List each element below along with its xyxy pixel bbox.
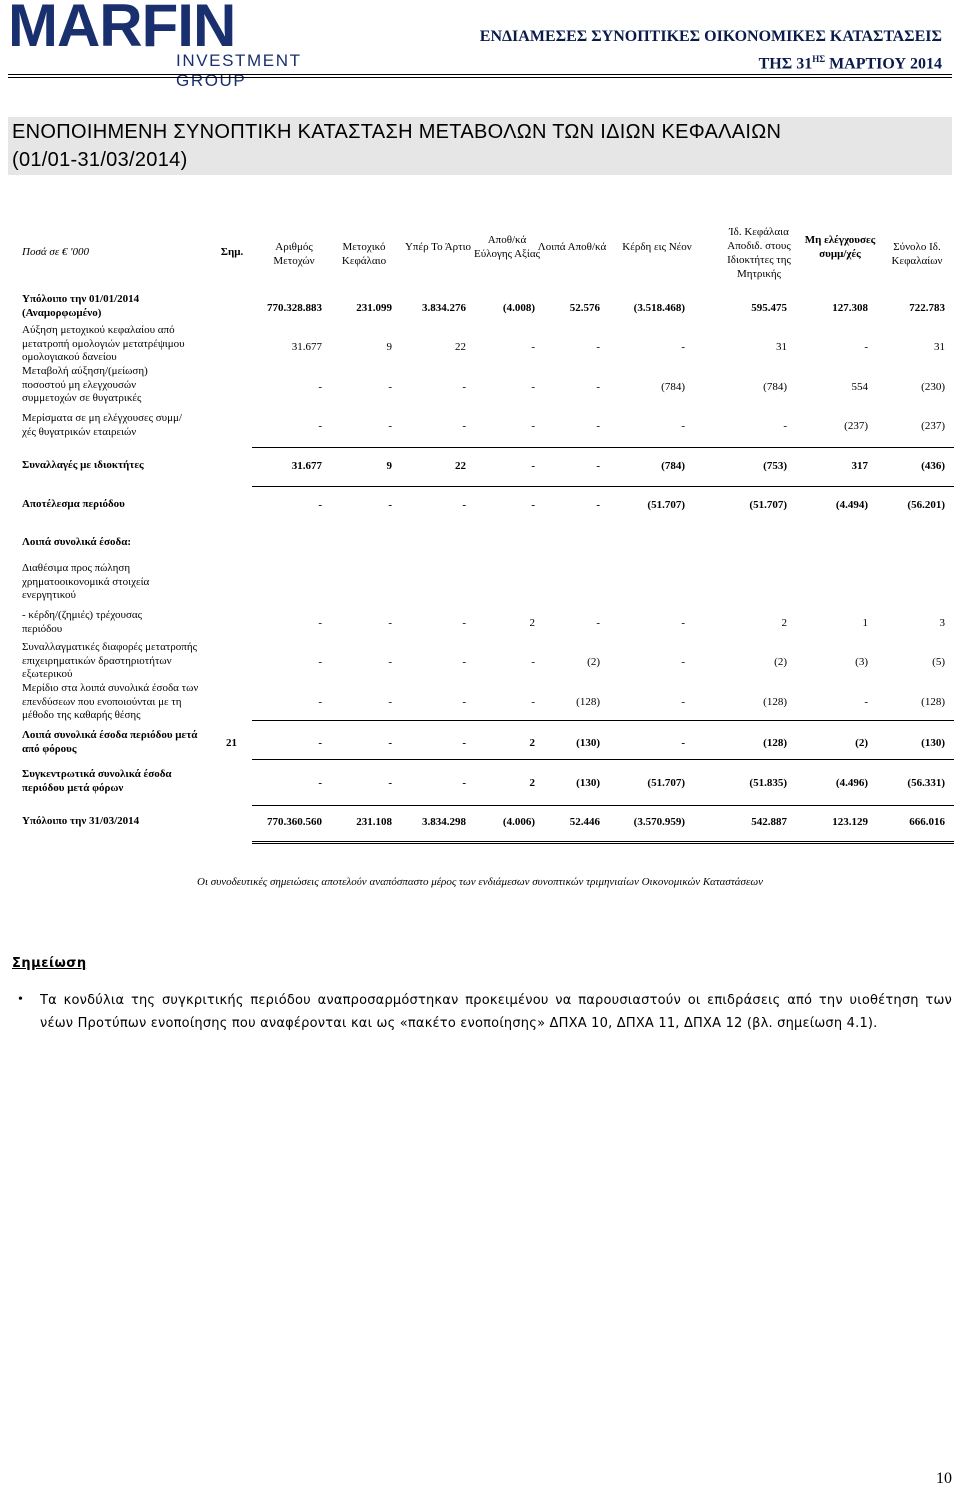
amounts-label: Ποσά σε € '000 — [22, 246, 90, 258]
header-divider — [8, 74, 952, 75]
table-cell: 127.308 — [832, 302, 868, 314]
table-cell: - — [681, 617, 685, 629]
table-cell: 31 — [776, 341, 787, 353]
table-cell: (128) — [576, 696, 600, 708]
table-cell: (784) — [661, 460, 685, 472]
table-cell: 595.475 — [751, 302, 787, 314]
table-cell: 31.677 — [291, 460, 322, 472]
table-cell: (4.496) — [835, 777, 868, 789]
row-divider — [252, 720, 954, 721]
table-cell: (130) — [576, 737, 600, 749]
row-label: Συναλλαγές με ιδιοκτήτες — [22, 459, 144, 471]
table-cell: - — [388, 499, 392, 511]
table-cell: - — [531, 499, 535, 511]
report-header — [480, 26, 942, 75]
table-cell: - — [596, 499, 600, 511]
row-label: Διαθέσιμα προς πώληση χρηματοοικονομικά στοιχεία ενεργητικού — [22, 562, 150, 601]
table-cell: 9 — [386, 460, 392, 472]
report-header-line2: ΤΗΣ $31^{H\Sigma}$ ΜΑΡΤΙΟΥ 2014 — [758, 54, 942, 73]
column-header: Μη ελέγχουσες συμμ/χές — [804, 234, 876, 260]
table-cell: - — [318, 696, 322, 708]
table-cell: - — [681, 737, 685, 749]
table-cell: (3.570.959) — [633, 816, 685, 828]
remark-text: Τα κονδύλια της συγκριτικής περιόδου αναπροσαρμόστηκαν προκειμένου να παρουσιαστούν οι επιδράσεις από την υιοθέτηση των νέων Προτύπων ενοποίησης που αναφέρονται και ως «πακέτο ενοποίησης» ΔΠΧΑ 10, ΔΠΧΑ 11, ΔΠΧΑ 12 (βλ. σημείωση 4.1). — [40, 993, 952, 1031]
table-cell: 22 — [455, 460, 466, 472]
column-header: Κέρδη εις Νέον — [622, 241, 692, 253]
table-cell: 31 — [934, 341, 945, 353]
row-note: 21 — [226, 737, 237, 749]
table-cell: - — [462, 617, 466, 629]
row-label: Συγκεντρωτικά συνολικά έσοδα περιόδου μετά φόρων — [22, 768, 172, 794]
table-cell: (128) — [763, 737, 787, 749]
table-cell: (237) — [921, 420, 945, 432]
table-cell: - — [318, 737, 322, 749]
table-cell: - — [388, 420, 392, 432]
column-header: Ίδ. Κεφάλαια Αποδιδ. στους Ιδιοκτήτες της Μητρικής — [727, 226, 791, 280]
table-cell: (3.518.468) — [633, 302, 685, 314]
table-cell: 52.576 — [569, 302, 600, 314]
statement-title-line2: (01/01-31/03/2014) — [12, 149, 188, 171]
table-bottom-double-rule — [252, 841, 954, 844]
column-header: Υπέρ Το Άρτιο — [404, 241, 472, 253]
table-cell: (784) — [763, 381, 787, 393]
table-cell: - — [596, 420, 600, 432]
table-cell: - — [318, 617, 322, 629]
table-cell: - — [531, 341, 535, 353]
table-cell: 2 — [529, 617, 535, 629]
report-header-line1: ΕΝΔΙΑΜΕΣΕΣ ΣΥΝΟΠΤΙΚΕΣ ΟΙΚΟΝΟΜΙΚΕΣ ΚΑΤΑΣΤΑΣΕΙΣ — [479, 28, 942, 45]
statement-title-line1: ΕΝΟΠΟΙΗΜΕΝΗ ΣΥΝΟΠΤΙΚΗ ΚΑΤΑΣΤΑΣΗ ΜΕΤΑΒΟΛΩΝ ΤΩΝ ΙΔΙΩΝ ΚΕΦΑΛΑΙΩΝ — [12, 121, 782, 143]
table-cell: 31.677 — [291, 341, 322, 353]
table-cell: (3) — [855, 656, 868, 668]
table-cell: - — [388, 617, 392, 629]
table-cell: - — [388, 777, 392, 789]
table-cell: 3.834.298 — [422, 816, 466, 828]
table-cell: (56.331) — [907, 777, 945, 789]
table-cell: (130) — [576, 777, 600, 789]
table-cell: - — [596, 460, 600, 472]
table-cell: - — [864, 696, 868, 708]
table-cell: (5) — [932, 656, 945, 668]
row-label: Λοιπά συνολικά έσοδα: — [22, 536, 132, 548]
column-header: Σύνολο Ιδ. Κεφαλαίων — [891, 241, 943, 267]
table-cell: 231.108 — [356, 816, 392, 828]
table-cell: 123.129 — [832, 816, 868, 828]
table-cell: (436) — [921, 460, 945, 472]
table-cell: - — [388, 737, 392, 749]
statement-title — [8, 117, 952, 175]
row-divider — [252, 759, 954, 760]
header-divider-2 — [8, 77, 952, 78]
table-cell: - — [388, 656, 392, 668]
row-label: Υπόλοιπο την 31/03/2014 — [22, 815, 140, 827]
logo-subtitle: INVESTMENT GROUP — [176, 51, 302, 90]
table-cell: - — [531, 381, 535, 393]
table-cell: - — [388, 696, 392, 708]
column-header: Λοιπά Αποθ/κά — [537, 241, 607, 253]
row-divider — [252, 805, 954, 806]
table-cell: (4.494) — [835, 499, 868, 511]
table-cell: - — [864, 341, 868, 353]
table-cell: (2) — [855, 737, 868, 749]
footnote: Οι συνοδευτικές σημειώσεις αποτελούν αναπόσπαστο μέρος των ενδιάμεσων συνοπτικών τριμηνιαίων Οικονομικών Καταστάσεων — [197, 876, 763, 888]
table-cell: (51.707) — [647, 499, 685, 511]
company-logo — [8, 0, 368, 90]
table-cell: 2 — [781, 617, 787, 629]
table-cell: 770.328.883 — [267, 302, 322, 314]
table-cell: 22 — [455, 341, 466, 353]
table-cell: - — [681, 420, 685, 432]
table-cell: - — [531, 696, 535, 708]
table-cell: 2 — [529, 737, 535, 749]
table-cell: - — [318, 656, 322, 668]
table-cell: - — [681, 696, 685, 708]
table-cell: (128) — [921, 696, 945, 708]
table-cell: 3.834.276 — [422, 302, 466, 314]
table-cell: 542.887 — [751, 816, 787, 828]
table-cell: 770.360.560 — [267, 816, 322, 828]
table-cell: (128) — [763, 696, 787, 708]
row-label: Αποτέλεσμα περιόδου — [22, 498, 125, 510]
table-cell: - — [318, 381, 322, 393]
table-cell: 52.446 — [569, 816, 600, 828]
table-cell: - — [462, 737, 466, 749]
table-cell: (56.201) — [907, 499, 945, 511]
table-cell: - — [462, 381, 466, 393]
table-cell: - — [462, 499, 466, 511]
table-cell: (2) — [774, 656, 787, 668]
table-cell: - — [318, 499, 322, 511]
logo-word: MARFIN — [8, 0, 236, 59]
table-cell: - — [681, 341, 685, 353]
table-cell: (237) — [844, 420, 868, 432]
table-cell: (2) — [587, 656, 600, 668]
row-label: Συναλλαγματικές διαφορές μετατροπής επιχειρηματικών δραστηριοτήτων εξωτερικού — [22, 641, 197, 680]
row-label: Μερίδιο στα λοιπά συνολικά έσοδα των επενδύσεων που ενοποιούνται με τη μέθοδο της καθαρής θέσης — [22, 682, 199, 721]
column-header: Αριθμός Μετοχών — [273, 241, 315, 267]
bullet-icon: • — [18, 992, 23, 1007]
page-number: 10 — [936, 1470, 952, 1487]
table-cell: 554 — [851, 381, 868, 393]
table-cell: - — [531, 656, 535, 668]
table-cell: (51.835) — [749, 777, 787, 789]
table-cell: - — [462, 696, 466, 708]
row-divider — [252, 486, 954, 487]
table-cell: - — [318, 420, 322, 432]
table-cell: 231.099 — [356, 302, 392, 314]
table-cell: - — [318, 777, 322, 789]
table-cell: 722.783 — [909, 302, 945, 314]
table-cell: (51.707) — [749, 499, 787, 511]
column-header: Μετοχικό Κεφάλαιο — [341, 241, 387, 267]
table-cell: - — [388, 381, 392, 393]
row-divider — [252, 447, 954, 448]
table-cell: (130) — [921, 737, 945, 749]
table-cell: 9 — [386, 341, 392, 353]
table-cell: - — [462, 656, 466, 668]
table-cell: 666.016 — [909, 816, 945, 828]
row-label: Μερίσματα σε μη ελέγχουσες συμμ/χές θυγατρικών εταιρειών — [22, 412, 182, 438]
table-cell: (4.006) — [502, 816, 535, 828]
row-label: Λοιπά συνολικά έσοδα περιόδου μετά από φόρους — [22, 729, 198, 755]
table-cell: - — [462, 420, 466, 432]
column-header: Αποθ/κά Εύλογης Αξίας — [473, 234, 541, 260]
table-cell: (4.008) — [502, 302, 535, 314]
table-cell: - — [531, 460, 535, 472]
table-cell: - — [681, 656, 685, 668]
table-cell: - — [531, 420, 535, 432]
table-cell: 317 — [851, 460, 868, 472]
note-column-header: Σημ. — [220, 246, 244, 258]
row-label: - κέρδη/(ζημιές) τρέχουσας περιόδου — [22, 609, 143, 635]
table-cell: - — [596, 381, 600, 393]
row-label: Μεταβολή αύξηση/(μείωση) ποσοστού μη ελεγχουσών συμμετοχών σε θυγατρικές — [22, 365, 148, 404]
table-cell: (51.707) — [647, 777, 685, 789]
table-cell: 2 — [529, 777, 535, 789]
table-cell: - — [783, 420, 787, 432]
table-cell: - — [462, 777, 466, 789]
table-cell: (753) — [763, 460, 787, 472]
table-cell: (230) — [921, 381, 945, 393]
table-cell: - — [596, 617, 600, 629]
remark-title: Σημείωση — [12, 956, 87, 971]
row-label: Υπόλοιπο την 01/01/2014 (Αναμορφωμένο) — [22, 293, 140, 319]
table-cell: 1 — [862, 617, 868, 629]
table-cell: 3 — [939, 617, 945, 629]
table-cell: (784) — [661, 381, 685, 393]
row-label: Αύξηση μετοχικού κεφαλαίου από μετατροπή ομολογιών μετατρέψιμου ομολογιακού δανείου — [22, 324, 185, 363]
table-cell: - — [596, 341, 600, 353]
